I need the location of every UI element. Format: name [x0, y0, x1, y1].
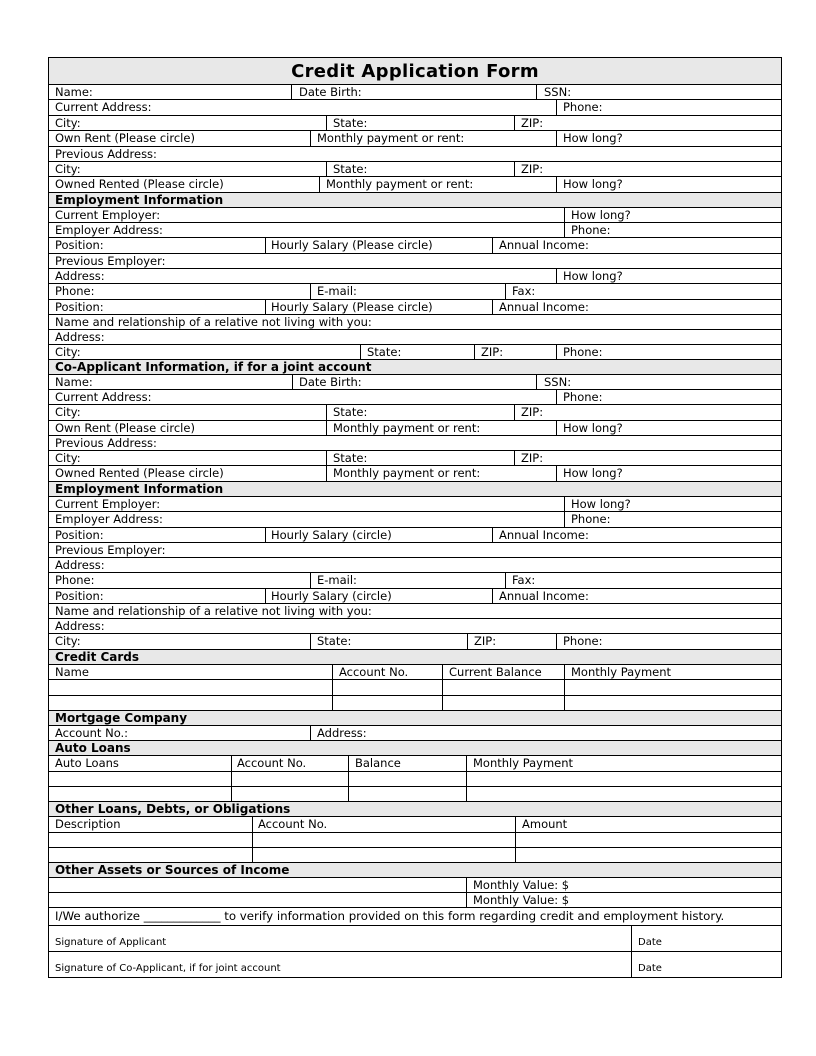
applicant-city-row[interactable]	[49, 116, 781, 131]
applicant-owned-rented-row[interactable]	[49, 177, 781, 193]
employer-address-label: Employer Address:	[55, 223, 163, 237]
asset-row[interactable]	[49, 893, 781, 908]
co-owned-rented-row[interactable]	[49, 466, 781, 482]
hourly-salary-label: Hourly Salary (Please circle)	[271, 238, 433, 252]
how-long-label: How long?	[563, 131, 623, 145]
co-position-row[interactable]	[49, 528, 781, 543]
phone-label: Phone:	[563, 345, 603, 359]
ssn-label: SSN:	[544, 375, 572, 389]
email-label: E-mail:	[317, 573, 357, 587]
section-heading: Co-Applicant Information, if for a joint account	[55, 360, 372, 374]
co-relative-city-row[interactable]	[49, 634, 781, 650]
section-heading: Other Assets or Sources of Income	[55, 863, 290, 877]
phone-label: Phone:	[563, 390, 603, 404]
column-header: Auto Loans	[55, 756, 119, 770]
address-label: Address:	[55, 269, 105, 283]
phone-label: Phone:	[571, 223, 611, 237]
zip-label: ZIP:	[521, 116, 544, 130]
own-rent-label: Own Rent (Please circle)	[55, 131, 195, 145]
address-label: Address:	[55, 330, 105, 344]
table-row[interactable]	[49, 833, 781, 848]
auto-loans-section-header	[49, 741, 781, 756]
phone-label: Phone:	[55, 284, 95, 298]
co-relative-row[interactable]	[49, 604, 781, 619]
relative-city-row[interactable]	[49, 345, 781, 360]
address-label: Address:	[317, 726, 367, 740]
hourly-salary-label: Hourly Salary (circle)	[271, 528, 392, 542]
hourly-salary-label: Hourly Salary (circle)	[271, 589, 392, 603]
previous-employer-row[interactable]	[49, 254, 781, 269]
co-current-employer-row[interactable]	[49, 497, 781, 512]
state-label: State:	[333, 162, 368, 176]
zip-label: ZIP:	[521, 451, 544, 465]
phone-label: Phone:	[571, 512, 611, 526]
date-birth-label: Date Birth:	[299, 85, 362, 99]
section-heading: Employment Information	[55, 482, 224, 496]
owned-rented-label: Owned Rented (Please circle)	[55, 177, 224, 191]
city-label: City:	[55, 162, 81, 176]
employer-address-label: Employer Address:	[55, 512, 163, 526]
email-label: E-mail:	[317, 284, 357, 298]
phone-label: Phone:	[563, 100, 603, 114]
state-label: State:	[333, 405, 368, 419]
zip-label: ZIP:	[481, 345, 504, 359]
zip-label: ZIP:	[474, 634, 497, 648]
other-loans-section-header	[49, 802, 781, 817]
name-label: Name:	[55, 375, 93, 389]
applicant-signature-row[interactable]	[49, 926, 781, 952]
other-assets-section-header	[49, 863, 781, 878]
city-label: City:	[55, 345, 81, 359]
how-long-label: How long?	[563, 177, 623, 191]
column-header: Name	[55, 665, 89, 679]
address-label: Address:	[55, 619, 105, 633]
column-header: Monthly Payment	[473, 756, 574, 770]
other-loans-header-row	[49, 817, 781, 833]
co-previous-address-row[interactable]	[49, 436, 781, 451]
mortgage-section-header	[49, 711, 781, 726]
authorization-text: I/We authorize _____________ to verify information provided on this form regarding credit and employment history.	[55, 909, 725, 923]
table-row[interactable]	[49, 680, 781, 696]
relative-address-row[interactable]	[49, 330, 781, 345]
section-heading: Credit Cards	[55, 650, 140, 664]
account-no-label: Account No.:	[55, 726, 129, 740]
column-header: Account No.	[237, 756, 307, 770]
co-city-row[interactable]	[49, 405, 781, 421]
previous-employer-label: Previous Employer:	[55, 543, 166, 557]
section-heading: Mortgage Company	[55, 711, 188, 725]
position2-row[interactable]	[49, 300, 781, 315]
previous-address-row[interactable]	[49, 147, 781, 162]
previous-address-label: Previous Address:	[55, 436, 157, 450]
auto-loans-header-row	[49, 756, 781, 772]
section-heading: Employment Information	[55, 193, 224, 207]
current-employer-label: Current Employer:	[55, 208, 161, 222]
fax-label: Fax:	[512, 284, 536, 298]
monthly-payment-label: Monthly payment or rent:	[333, 466, 481, 480]
current-employer-label: Current Employer:	[55, 497, 161, 511]
form-title-row	[49, 58, 781, 85]
applicant-city2-row[interactable]	[49, 162, 781, 177]
city-label: City:	[55, 451, 81, 465]
section-heading: Auto Loans	[55, 741, 131, 755]
how-long-label: How long?	[563, 421, 623, 435]
monthly-payment-label: Monthly payment or rent:	[333, 421, 481, 435]
credit-cards-header-row	[49, 665, 781, 680]
co-city2-row[interactable]	[49, 451, 781, 466]
how-long-label: How long?	[571, 497, 631, 511]
monthly-payment-label: Monthly payment or rent:	[317, 131, 465, 145]
address-label: Address:	[55, 558, 105, 572]
state-label: State:	[333, 451, 368, 465]
table-row[interactable]	[49, 848, 781, 863]
owned-rented-label: Owned Rented (Please circle)	[55, 466, 224, 480]
previous-employer-label: Previous Employer:	[55, 254, 166, 268]
position-label: Position:	[55, 300, 104, 314]
relative-row[interactable]	[49, 315, 781, 330]
annual-income-label: Annual Income:	[499, 300, 589, 314]
employment-section-header	[49, 193, 781, 208]
co-previous-employer-row[interactable]	[49, 543, 781, 558]
column-header: Current Balance	[449, 665, 542, 679]
column-header: Amount	[522, 817, 568, 831]
relative-label: Name and relationship of a relative not living with you:	[55, 604, 372, 618]
coapplicant-signature-row[interactable]	[49, 952, 781, 977]
applicant-address-row[interactable]	[49, 100, 781, 116]
phone-label: Phone:	[55, 573, 95, 587]
co-position2-row[interactable]	[49, 589, 781, 604]
monthly-payment-label: Monthly payment or rent:	[326, 177, 474, 191]
co-prev-address-row[interactable]	[49, 558, 781, 573]
phone-label: Phone:	[563, 634, 603, 648]
annual-income-label: Annual Income:	[499, 528, 589, 542]
monthly-value-label: Monthly Value: $	[473, 878, 570, 892]
co-own-rent-row[interactable]	[49, 421, 781, 436]
mortgage-row[interactable]	[49, 726, 781, 741]
ssn-label: SSN:	[544, 85, 572, 99]
asset-row[interactable]	[49, 878, 781, 893]
position-label: Position:	[55, 589, 104, 603]
table-row[interactable]	[49, 772, 781, 787]
state-label: State:	[367, 345, 402, 359]
co-address-row[interactable]	[49, 390, 781, 405]
co-phone-email-fax-row[interactable]	[49, 573, 781, 589]
date-birth-label: Date Birth:	[299, 375, 362, 389]
city-label: City:	[55, 405, 81, 419]
position-label: Position:	[55, 238, 104, 252]
monthly-value-label: Monthly Value: $	[473, 893, 570, 907]
annual-income-label: Annual Income:	[499, 589, 589, 603]
city-label: City:	[55, 634, 81, 648]
own-rent-label: Own Rent (Please circle)	[55, 421, 195, 435]
name-label: Name:	[55, 85, 93, 99]
how-long-label: How long?	[563, 466, 623, 480]
column-header: Account No.	[258, 817, 328, 831]
phone-email-fax-row[interactable]	[49, 284, 781, 300]
prev-employer-address-row[interactable]	[49, 269, 781, 284]
page-title: Credit Application Form	[291, 60, 539, 82]
credit-cards-section-header	[49, 650, 781, 665]
date-label: Date	[638, 937, 662, 948]
date-label: Date	[638, 963, 662, 974]
column-header: Account No.	[339, 665, 409, 679]
previous-address-label: Previous Address:	[55, 147, 157, 161]
co-employer-address-row[interactable]	[49, 512, 781, 528]
column-header: Monthly Payment	[571, 665, 672, 679]
annual-income-label: Annual Income:	[499, 238, 589, 252]
current-employer-row[interactable]	[49, 208, 781, 223]
table-row[interactable]	[49, 787, 781, 802]
current-address-label: Current Address:	[55, 390, 152, 404]
zip-label: ZIP:	[521, 405, 544, 419]
applicant-signature-label: Signature of Applicant	[55, 937, 167, 948]
how-long-label: How long?	[563, 269, 623, 283]
relative-label: Name and relationship of a relative not living with you:	[55, 315, 372, 329]
credit-application-form	[48, 57, 782, 978]
column-header: Balance	[355, 756, 401, 770]
co-employment-section-header	[49, 482, 781, 497]
employer-address-row[interactable]	[49, 223, 781, 238]
zip-label: ZIP:	[521, 162, 544, 176]
city-label: City:	[55, 116, 81, 130]
co-name-row[interactable]	[49, 375, 781, 390]
state-label: State:	[317, 634, 352, 648]
column-header: Description	[55, 817, 121, 831]
applicant-name-row[interactable]	[49, 85, 781, 100]
position-row[interactable]	[49, 238, 781, 254]
authorization-row[interactable]	[49, 908, 781, 926]
state-label: State:	[333, 116, 368, 130]
current-address-label: Current Address:	[55, 100, 152, 114]
fax-label: Fax:	[512, 573, 536, 587]
co-relative-address-row[interactable]	[49, 619, 781, 634]
hourly-salary-label: Hourly Salary (Please circle)	[271, 300, 433, 314]
coapplicant-signature-label: Signature of Co-Applicant, if for joint account	[55, 963, 281, 974]
table-row[interactable]	[49, 696, 781, 711]
how-long-label: How long?	[571, 208, 631, 222]
section-heading: Other Loans, Debts, or Obligations	[55, 802, 291, 816]
applicant-own-rent-row[interactable]	[49, 131, 781, 147]
position-label: Position:	[55, 528, 104, 542]
coapplicant-section-header	[49, 360, 781, 375]
